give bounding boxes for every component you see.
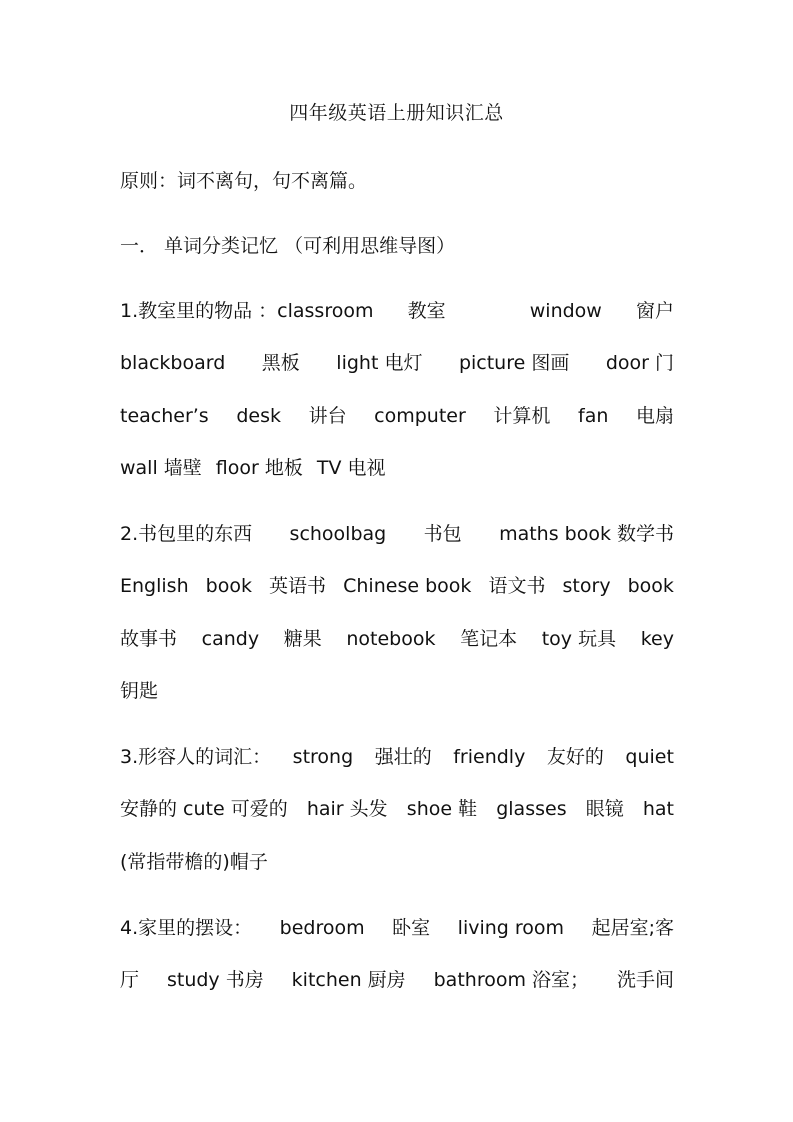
vocab-item: 英语书	[269, 575, 327, 597]
vocab-item: 卧室	[392, 917, 431, 939]
vocab-item: wall 墙壁	[120, 457, 202, 479]
vocab-item: study 书房	[166, 969, 264, 991]
vocab-item: Chinese book	[343, 575, 472, 597]
vocab-item: 1.教室里的物品 ：classroom	[120, 300, 374, 322]
vocab-item: fan	[578, 405, 609, 427]
vocab-item: 2.书包里的东西	[120, 523, 253, 545]
vocab-item: key	[640, 628, 674, 650]
vocab-item: 安静的 cute 可爱的	[120, 798, 288, 820]
vocab-item: bathroom 浴室；	[433, 969, 590, 991]
category-2-line-2	[120, 573, 674, 599]
vocab-item: book	[627, 575, 674, 597]
category-1-line-1	[120, 298, 674, 324]
vocab-item: 3.形容人的词汇：	[120, 746, 272, 768]
vocab-item: 语文书	[488, 575, 546, 597]
vocab-item: book	[205, 575, 252, 597]
category-1-line-2	[120, 350, 674, 376]
vocab-item: 电扇	[635, 405, 674, 427]
vocab-item: 洗手间	[616, 969, 674, 991]
vocab-item: schoolbag	[289, 523, 387, 545]
vocab-item: 窗户	[635, 300, 674, 322]
vocab-item: TV 电视	[316, 457, 386, 479]
vocab-item: floor 地板	[215, 457, 303, 479]
vocab-item: 起居室;客	[591, 917, 674, 939]
vocab-item: living room	[457, 917, 565, 939]
vocab-item: 故事书	[120, 628, 178, 650]
vocab-item: light 电灯	[336, 352, 423, 374]
category-4-line-1	[120, 915, 674, 941]
vocab-item: desk	[236, 405, 281, 427]
principle-text	[120, 168, 674, 194]
vocab-item: shoe 鞋	[406, 798, 478, 820]
vocab-item: 讲台	[308, 405, 347, 427]
vocab-item: (常指带檐的)帽子	[120, 851, 268, 873]
section-heading-text: 一． 单词分类记忆 （可利用思维导图）	[120, 235, 456, 257]
vocab-item: 书包	[423, 523, 462, 545]
category-2-line-3	[120, 626, 674, 652]
vocab-item: 钥匙	[120, 680, 159, 702]
principle-line: 原则：词不离句，句不离篇。	[120, 170, 368, 192]
category-3-line-1	[120, 744, 674, 770]
vocab-item: picture 图画	[458, 352, 570, 374]
vocab-item: 厅	[120, 969, 140, 991]
vocab-item: 糖果	[283, 628, 322, 650]
category-2-line-4	[120, 678, 674, 704]
category-3-line-3	[120, 849, 674, 875]
vocab-item: toy 玩具	[541, 628, 617, 650]
vocab-item: blackboard	[120, 352, 226, 374]
vocab-item: English	[120, 575, 189, 597]
vocab-item: bedroom	[279, 917, 365, 939]
vocab-item: kitchen 厨房	[291, 969, 406, 991]
category-2-line-1	[120, 521, 674, 547]
category-4-line-2	[120, 967, 674, 993]
vocab-item: 4.家里的摆设：	[120, 917, 253, 939]
vocab-item: hat	[642, 798, 674, 820]
vocab-item: teacher’s	[120, 405, 209, 427]
category-1-line-3	[120, 403, 674, 429]
vocab-item: 笔记本	[460, 628, 518, 650]
vocab-item: story	[562, 575, 611, 597]
document-title: 四年级英语上册知识汇总	[289, 102, 504, 124]
vocab-item: strong	[292, 746, 354, 768]
vocab-item: window	[529, 300, 602, 322]
vocab-item: hair 头发	[306, 798, 388, 820]
vocab-item: glasses	[496, 798, 567, 820]
vocab-item: quiet	[625, 746, 674, 768]
vocab-item: 强壮的	[374, 746, 432, 768]
vocab-item: notebook	[346, 628, 436, 650]
section-heading	[120, 233, 674, 259]
category-3-line-2	[120, 796, 674, 822]
vocab-item: 计算机	[493, 405, 551, 427]
vocab-item: maths book 数学书	[499, 523, 674, 545]
vocab-item: door 门	[605, 352, 674, 374]
category-1-line-4	[120, 455, 674, 481]
vocab-item: friendly	[453, 746, 526, 768]
vocab-item: computer	[374, 405, 466, 427]
vocab-item: 黑板	[261, 352, 300, 374]
vocab-item: 友好的	[546, 746, 604, 768]
vocab-item: 眼镜	[585, 798, 624, 820]
vocab-item: candy	[201, 628, 260, 650]
vocab-item: 教室	[407, 300, 446, 322]
